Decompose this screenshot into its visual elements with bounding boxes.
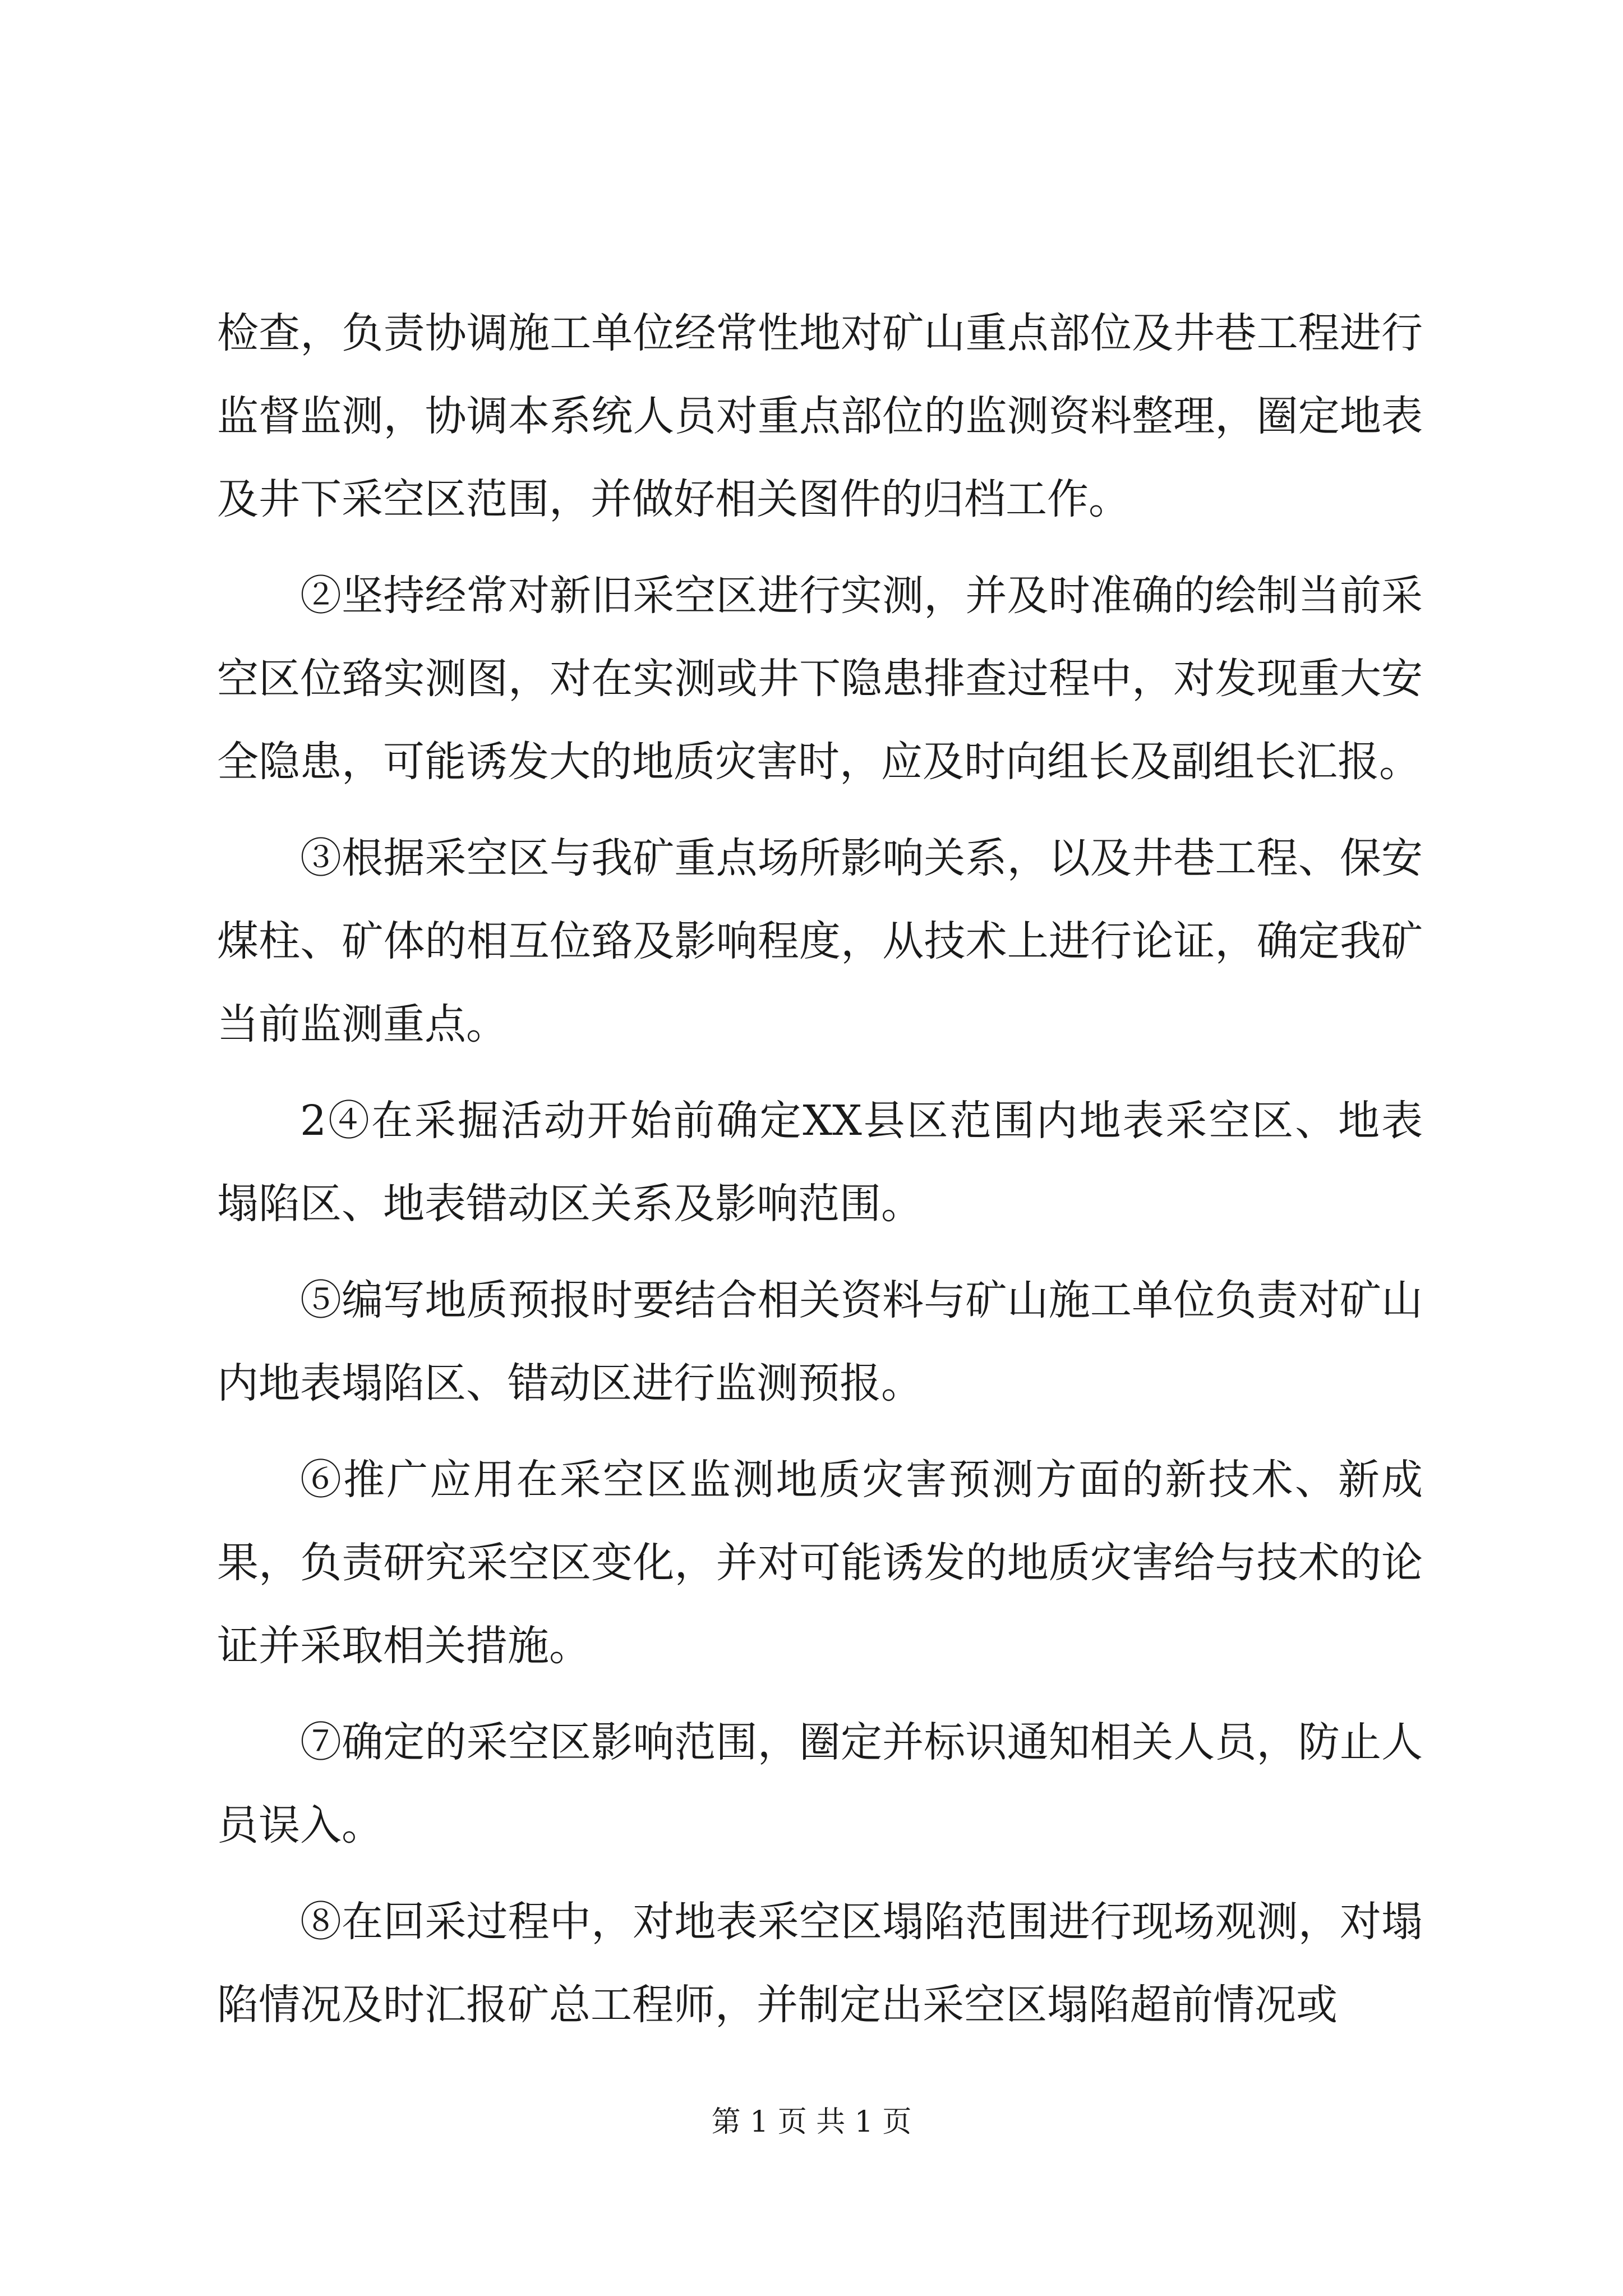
page-footer: 第 1 页 共 1 页 <box>711 2105 912 2139</box>
paragraph-6: ⑥推广应用在采空区监测地质灾害预测方面的新技术、新成果，负责研究采空区变化，并对可能诱发的地质灾害给与技术的论证并采取相关措施。 <box>217 1456 1423 1670</box>
paragraph-3: ③根据采空区与我矿重点场所影响关系，以及井巷工程、保安煤柱、矿体的相互位臵及影响程度，从技术上进行论证，确定我矿当前监测重点。 <box>217 834 1423 1048</box>
paragraph-8: ⑧在回采过程中，对地表采空区塌陷范围进行现场观测，对塌陷情况及时汇报矿总工程师，并制定出采空区塌陷超前情况或 <box>217 1898 1423 2029</box>
paragraph-4: 2④在采掘活动开始前确定XX县区范围内地表采空区、地表塌陷区、地表错动区关系及影响范围。 <box>217 1097 1423 1228</box>
paragraph-1: 检查，负责协调施工单位经常性地对矿山重点部位及井巷工程进行监督监测，协调本系统人员对重点部位的监测资料整理，圈定地表及井下采空区范围，并做好相关图件的归档工作。 <box>217 309 1423 523</box>
document-body <box>217 292 1423 2060</box>
paragraph-7: ⑦确定的采空区影响范围，圈定并标识通知相关人员，防止人员误入。 <box>217 1718 1423 1849</box>
paragraph-5: ⑤编写地质预报时要结合相关资料与矿山施工单位负责对矿山内地表塌陷区、错动区进行监测预报。 <box>217 1276 1423 1407</box>
paragraph-2: ②坚持经常对新旧采空区进行实测，并及时准确的绘制当前采空区位臵实测图，对在实测或井下隐患排查过程中，对发现重大安全隐患，可能诱发大的地质灾害时，应及时向组长及副组长汇报。 <box>217 572 1423 786</box>
